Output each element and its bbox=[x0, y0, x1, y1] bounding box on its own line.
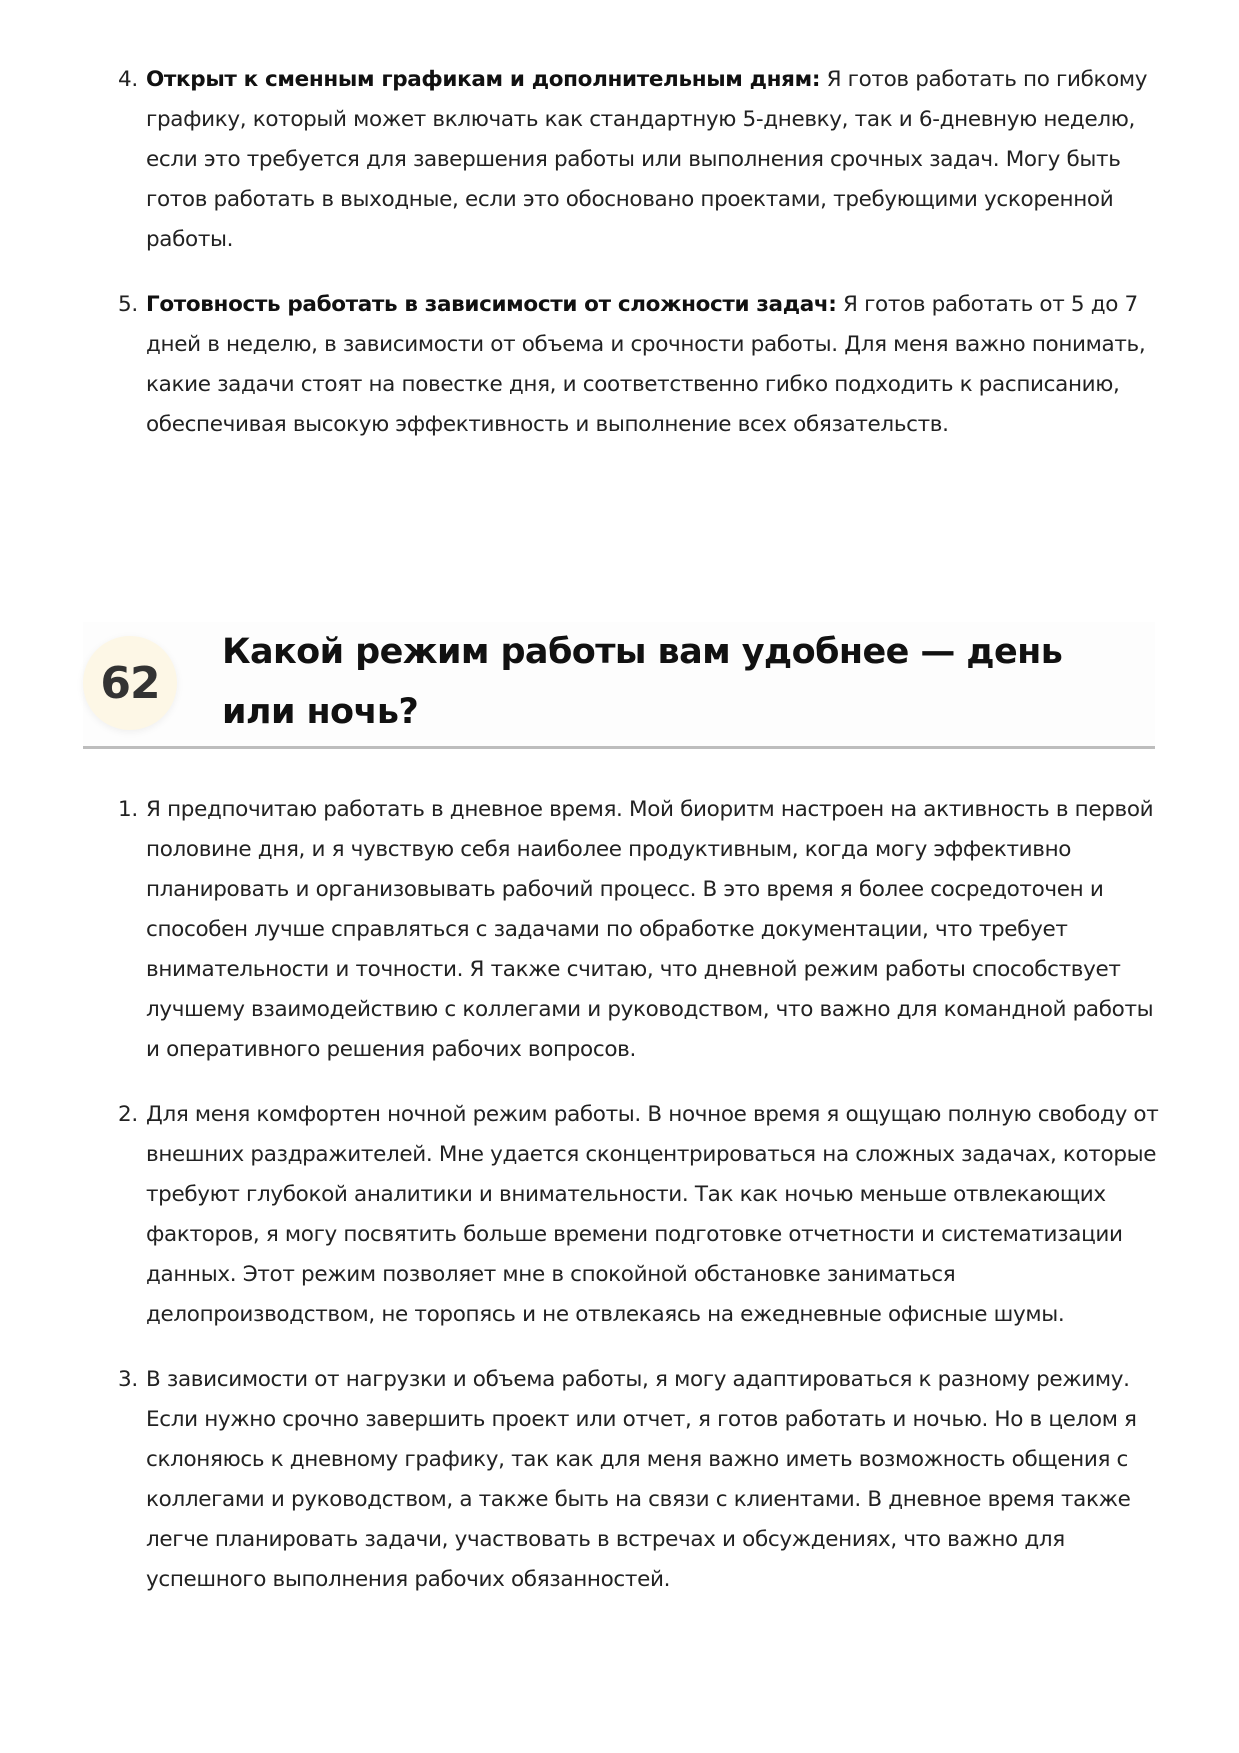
answer-text: В зависимости от нагрузки и объема работы, я могу адаптироваться к разному режиму. Если нужно срочно завершить проект или отчет, я готов работать и ночью. Но в целом я склоняюсь к дневному графику, так как для меня важно иметь возможность общения с коллегами и руководством, а также быть на связи с клиентами. В дневное время также легче планировать задачи, участвовать в встречах и обсуждениях, что важно для успешного выполнения рабочих обязанностей. bbox=[146, 1367, 1137, 1592]
answer-lead: Готовность работать в зависимости от сложности задач: bbox=[146, 292, 837, 317]
question-title: Какой режим работы вам удобнее — день или ночь? bbox=[222, 632, 1063, 732]
answer-text: Я предпочитаю работать в дневное время. Мой биоритм настроен на активность в первой половине дня, и я чувствую себя наиболее продуктивным, когда могу эффективно планировать и организовывать рабочий процесс. В это время я более сосредоточен и способен лучше справляться с задачами по обработке документации, что требует внимательности и точности. Я также считаю, что дневной режим работы способствует лучшему взаимодействию с коллегами и руководством, что важно для командной работы и оперативного решения рабочих вопросов. bbox=[146, 797, 1154, 1062]
answer-text: Для меня комфортен ночной режим работы. В ночное время я ощущаю полную свободу от внешних раздражителей. Мне удается сконцентрироваться на сложных задачах, которые требуют глубокой аналитики и внимательности. Так как ночью меньше отвлекающих факторов, я могу посвятить больше времени подготовке отчетности и систематизации данных. Этот режим позволяет мне в спокойной обстановке заниматься делопроизводством, не торопясь и не отвлекаясь на ежедневные офисные шумы. bbox=[146, 1102, 1159, 1327]
list-item bbox=[118, 790, 1168, 1070]
list-item bbox=[118, 1095, 1168, 1335]
list-number: 1. bbox=[118, 797, 138, 822]
list-number: 4. bbox=[118, 67, 138, 92]
list-item bbox=[118, 60, 1168, 260]
answer-text: Я готов работать от 5 до 7 дней в неделю, в зависимости от объема и срочности работы. Для меня важно понимать, какие задачи стоят на повестке дня, и соответственно гибко подходить к расписанию, обеспечивая высокую эффективность и выполнение всех обязательств. bbox=[146, 292, 1146, 437]
previous-answers-list bbox=[118, 60, 1168, 470]
list-number: 5. bbox=[118, 292, 138, 317]
answer-lead: Открыт к сменным графикам и дополнительным дням: bbox=[146, 67, 821, 92]
list-number: 3. bbox=[118, 1367, 138, 1392]
list-number: 2. bbox=[118, 1102, 138, 1127]
list-item bbox=[118, 285, 1168, 445]
question-number-badge: 62 bbox=[83, 636, 177, 730]
answer-text: Я готов работать по гибкому графику, который может включать как стандартную 5-дневку, так и 6-дневную неделю, если это требуется для завершения работы или выполнения срочных задач. Могу быть готов работать в выходные, если это обосновано проектами, требующими ускоренной работы. bbox=[146, 67, 1148, 252]
list-item bbox=[118, 1360, 1168, 1600]
answers-list bbox=[118, 790, 1168, 1625]
